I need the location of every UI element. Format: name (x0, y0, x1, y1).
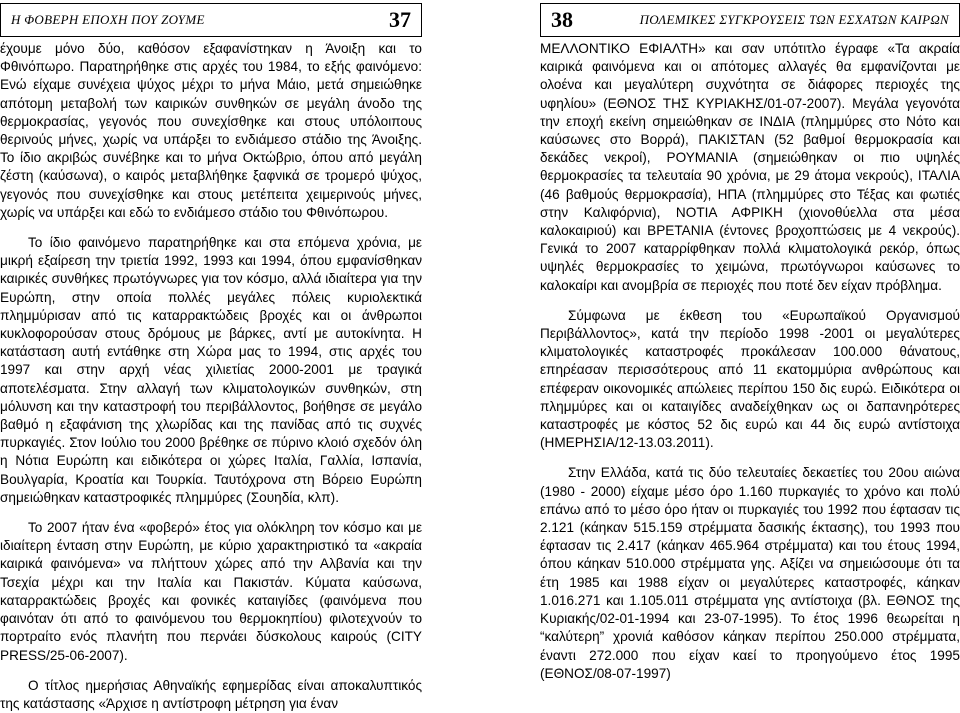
right-paragraph-3: Στην Ελλάδα, κατά τις δύο τελευταίες δεκαετίες του 20ου αιώνα (1980 - 2000) είχαμε μέσο όρο 1.160 πυρκαγιές το χρόνο και πολύ επάνω από το μέσο όρο ήταν οι πυρκαγιές του 1992 που έφτασαν τις 2.121 (κάηκαν 515.159 στρέμματα δασικής έκτασης), του 1993 που έφτασαν τις 2.417 (κάηκαν 465.964 στρέμματα) και του έτους 1994, όπου κάηκαν 510.000 στρέμματα γης. Αξίζει να σημειώσουμε ότι τα έτη 1985 και 1988 είχαν οι μεγαλύτερες καταστροφές, κάηκαν 1.016.271 και 1.105.011 στρέμματα γης αντίστοιχα (βλ. ΕΘΝΟΣ της Κυριακής/02-01-1994 και 23-07-1995). Το έτος 1996 θεωρείται η “καλύτερη” χρονιά καθόσον κάηκαν περίπου 250.000 στρέμματα, έναντι 272.000 που είχαν καεί το προηγούμενο έτος 1995 (ΕΘΝΟΣ/08-07-1997) (540, 465, 960, 681)
left-page-number: 37 (389, 7, 411, 32)
left-page-body (0, 40, 422, 713)
left-paragraph-2: Το ίδιο φαινόμενο παρατηρήθηκε και στα επόμενα χρόνια, με μικρή εξαίρεση την τριετία 1992, 1993 και 1994, όπου εμφανίσθηκαν καιρικές συνθήκες πρωτόγνωρες για τον κόσμο, αλλά ιδιαίτερα για την Ευρώπη, στην οποία πολλές μεγάλες πόλεις κυριολεκτικά πλημμύρισαν από τις καταρρακτώδεις βροχές και οι άνθρωποι κυκλοφορούσαν στους δρόμους με βάρκες, αντί με αυτοκίνητα. Η κατάσταση αυτή εντάθηκε στη Χώρα μας το 1994, στις αρχές του 1997 και στην αρχή νέας χιλιετίας 2000-2001 με τραγικά αποτελέσματα. Στην αλλαγή των κλιματολογικών συνθηκών, στη μόλυνση και την καταστροφή του περιβάλλοντος, βοήθησε σε μεγάλο βαθμό η εξαφάνιση της χλωρίδας και της πανίδας από τις συχνές πυρκαγιές. Στον Ιούλιο του 2000 βρέθηκε σε πύρινο κλοιό σχεδόν όλη η Νότια Ευρώπη και ειδικότερα οι χώρες Ιταλία, Γαλλία, Ισπανία, Βουλγαρία, Κροατία και Τουρκία. Ταυτόχρονα στη Βόρειο Ευρώπη σημειώθηκαν καταστροφικές πλημμύρες (Σουηδία, κλπ). (0, 235, 422, 505)
right-page-body (540, 40, 960, 683)
right-page-header (540, 3, 960, 37)
right-header-title: ΠΟΛΕΜΙΚΕΣ ΣΥΓΚΡΟΥΣΕΙΣ ΤΩΝ ΕΣΧΑΤΩΝ ΚΑΙΡΩΝ (639, 12, 949, 27)
left-paragraph-4: Ο τίτλος ημερήσιας Αθηναϊκής εφημερίδας είναι αποκαλυπτικός της κατάστασης «Άρχισε η αντίστροφη μέτρηση για έναν (0, 677, 422, 711)
right-paragraph-2: Σύμφωνα με έκθεση του «Ευρωπαϊκού Οργανισμού Περιβάλλοντος», κατά την περίοδο 1998 -2001 οι μεγαλύτερες κλιματολογικές καταστροφές προκάλεσαν 100.000 θάνατους, επηρέασαν περισσότερους από 11 εκατομμύρια ανθρώπους και επέφεραν οικονομικές απώλειες περίπου 150 δις ευρώ. Ειδικότερα οι πλημμύρες και οι καταιγίδες αναδείχθηκαν ως οι δαπανηρότερες καταστροφές με κόστος 52 δις ευρώ και 44 δις ευρώ αντίστοιχα (ΗΜΕΡΗΣΙΑ/12-13.03.2011). (540, 307, 960, 451)
left-page-header (0, 3, 422, 37)
right-page (540, 0, 960, 688)
left-paragraph-1: έχουμε μόνο δύο, καθόσον εξαφανίστηκαν η Άνοιξη και το Φθινόπωρο. Παρατηρήθηκε στις αρχές του 1984, το εξής φαινόμενο: Ενώ είχαμε συνέχεια ψύχος μέχρι το μήνα Μάιο, μετά σημειώθηκε απότομη μεταβολή των καιρικών συνθηκών σε μεγάλη άνοδο της θερμοκρασίας, γεγονός που συνεχίσθηκε και στους υπόλοιπους θερινούς μήνες, χωρίς να υπάρξει το ενδιάμεσο στάδιο της Άνοιξης. Το ίδιο ακριβώς συνέβηκε και το μήνα Οκτώβριο, όπου από μεγάλη ζέστη (καύσωνα), ο καιρός μεταβλήθηκε ξαφνικά σε τρομερό ψύχος, γεγονός που συνεχίσθηκε και στους μετέπειτα χειμερινούς μήνες, χωρίς να υπάρξει και εδώ το ενδιάμεσο στάδιο του Φθινόπωρου. (0, 41, 422, 220)
right-paragraph-1: ΜΕΛΛΟΝΤΙΚΟ ΕΦΙΑΛΤΗ» και σαν υπότιτλο έγραφε «Τα ακραία καιρικά φαινόμενα και οι απότομες αλλαγές θα εμφανίζονται με ολοένα και μεγαλύτερη συχνότητα σε διάφορες περιοχές της υφηλίου» (ΕΘΝΟΣ ΤΗΣ ΚΥΡΙΑΚΗΣ/01-07-2007). Μεγάλα γεγονότα την εποχή εκείνη σημειώθηκαν σε ΙΝΔΙΑ (πλημμύρες στο Νότο και καύσωνες στο Βορρά), ΠΑΚΙΣΤΑΝ (52 βαθμοί θερμοκρασία και δεκάδες νεκροί), ΡΟΥΜΑΝΙΑ (σημειώθηκαν οι πιο υψηλές θερμοκρασίες τα τελευταία 90 χρόνια, με 29 άτομα νεκρούς), ΙΤΑΛΙΑ (46 βαθμούς θερμοκρασία), ΗΠΑ (πλημμύρες στο Τέξας και φωτιές στην Καλιφόρνια), ΝΟΤΙΑ ΑΦΡΙΚΗ (χιονοθύελλα στα μέσα καλοκαιριού) και ΒΡΕΤΑΝΙΑ (έντονες βροχοπτώσεις με 4 νεκρούς). Γενικά το 2007 καταρρίφθηκαν πολλά κλιματολογικά ρεκόρ, όπως υψηλές θερμοκρασίες το χειμώνα, πρωτόγνωροι καύσωνες το καλοκαίρι και ανομβρία σε περιοχές που ποτέ δεν είχαν πρόβλημα. (540, 41, 960, 293)
left-paragraph-3: Το 2007 ήταν ένα «φοβερό» έτος για ολόκληρη τον κόσμο και με ιδιαίτερη ένταση στην Ευρώπη, με κύριο χαρακτηριστικό τα «ακραία καιρικά φαινόμενα» να πλήττουν χώρες από την Αλβανία και την Τσεχία μέχρι και την Ιταλία και Πακιστάν. Κύματα καύσωνα, καταρρακτώδεις βροχές και φονικές καταιγίδες (φαινόμενα που φαινόταν ότι από το φαινόμενου του θερμοκηπίου) φιλοτεχνούν το πορτραίτο ενός πλανήτη που περνάει δύσκολους καιρούς (CITY PRESS/25-06-2007). (0, 520, 422, 663)
left-header-title: Η ΦΟΒΕΡΗ ΕΠΟΧΗ ΠΟΥ ΖΟΥΜΕ (11, 12, 205, 27)
left-page (0, 0, 422, 711)
right-page-number: 38 (551, 7, 573, 32)
